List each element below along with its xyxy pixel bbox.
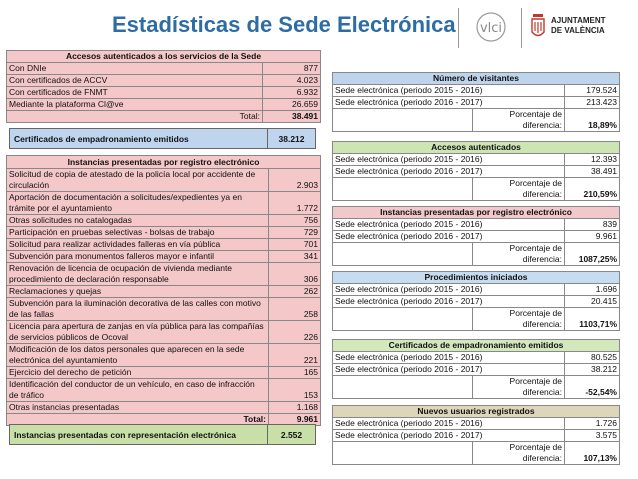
- row-label: Mediante la plataforma Cl@ve: [7, 99, 263, 111]
- row-label: Sede electrónica (periodo 2015 - 2016): [333, 154, 565, 166]
- row-label: Modificación de los datos personales que aparecen en la sede electrónica del ayuntamiento: [7, 344, 269, 367]
- row-value: 6.932: [263, 87, 321, 99]
- page-title: Estadísticas de Sede Electrónica: [112, 12, 456, 37]
- svg-text:vlci: vlci: [479, 21, 503, 36]
- row-label: Con certificados de FNMT: [7, 87, 263, 99]
- row-label: Reclamaciones y quejas: [7, 286, 269, 298]
- total-label: Total:: [7, 111, 263, 123]
- row-value: 729: [269, 227, 321, 239]
- pct-label: Porcentaje de diferencia:: [473, 243, 565, 266]
- pct-value: 1087,25%: [565, 243, 620, 266]
- table-header: Certificados de empadronamiento emitidos: [333, 340, 620, 352]
- pct-label: Porcentaje de diferencia:: [473, 376, 565, 399]
- table-header: Número de visitantes: [333, 73, 620, 85]
- table-header: Procedimientos iniciados: [333, 272, 620, 284]
- row-label: Ejercicio del derecho de petición: [7, 367, 269, 379]
- total-value: 38.491: [263, 111, 321, 123]
- row-label: Sede electrónica (periodo 2015 - 2016): [333, 352, 565, 364]
- row-value: 38.491: [565, 166, 620, 178]
- row-value: 262: [269, 286, 321, 298]
- row-value: 701: [269, 239, 321, 251]
- row-label: Subvención para la iluminación decorativa de las calles con motivo de las fallas: [7, 298, 269, 321]
- pct-value: 18,89%: [565, 109, 620, 132]
- row-label: Otras solicitudes no catalogadas: [7, 215, 269, 227]
- row-label: Subvención para monumentos falleros mayor e infantil: [7, 251, 269, 263]
- pct-value: 210,59%: [565, 178, 620, 201]
- row-label: Sede electrónica (periodo 2016 - 2017): [333, 166, 565, 178]
- instancias-table: [6, 155, 321, 426]
- row-value: 226: [269, 321, 321, 344]
- row-value: 26.659: [263, 99, 321, 111]
- row-value: 179.524: [565, 85, 620, 97]
- row-value: 3.575: [565, 430, 620, 442]
- row-value: 1.696: [565, 284, 620, 296]
- row-label: Solicitud para realizar actividades falleras en vía pública: [7, 239, 269, 251]
- empadronamiento-summary: [9, 128, 316, 149]
- instancias-header: Instancias presentadas por registro electrónico: [7, 156, 321, 169]
- row-label: Sede electrónica (periodo 2015 - 2016): [333, 85, 565, 97]
- instancias-compare-table: [332, 206, 620, 266]
- accesos-autenticados-compare-table: [332, 141, 620, 201]
- row-label: Sede electrónica (periodo 2016 - 2017): [333, 97, 565, 109]
- row-label: Sede electrónica (periodo 2016 - 2017): [333, 430, 565, 442]
- vlci-logo: [462, 12, 520, 42]
- row-value: 258: [269, 298, 321, 321]
- row-value: 1.726: [565, 418, 620, 430]
- total-value: 9.961: [269, 414, 321, 426]
- ayuntamiento-crest-icon: [530, 14, 546, 40]
- table-header: Accesos autenticados: [333, 142, 620, 154]
- row-value: 1.772: [269, 192, 321, 215]
- visitantes-table: [332, 72, 620, 132]
- row-label: Sede electrónica (periodo 2016 - 2017): [333, 231, 565, 243]
- row-value: 153: [269, 379, 321, 402]
- pct-label: Porcentaje de diferencia:: [473, 308, 565, 331]
- row-label: Con DNIe: [7, 63, 263, 75]
- total-label: Total:: [7, 414, 269, 426]
- row-label: Renovación de licencia de ocupación de vivienda mediante procedimiento de declaración responsable: [7, 263, 269, 286]
- accesos-header: Accesos autenticados a los servicios de la Sede: [7, 51, 321, 63]
- ayuntamiento-logo-text: AJUNTAMENT DE VALÈNCIA: [551, 16, 606, 35]
- representacion-label: Instancias presentadas con representación electrónica: [14, 429, 237, 440]
- usuarios-compare-table: [332, 405, 620, 465]
- accesos-autenticados-table: [6, 50, 321, 123]
- logo-divider: [521, 8, 522, 48]
- row-label: Sede electrónica (periodo 2015 - 2016): [333, 284, 565, 296]
- row-value: 80.525: [565, 352, 620, 364]
- row-value: 38.212: [565, 364, 620, 376]
- row-value: 2.903: [269, 169, 321, 192]
- row-value: 1.168: [269, 402, 321, 414]
- pct-value: -52,54%: [565, 376, 620, 399]
- row-value: 165: [269, 367, 321, 379]
- row-label: Aportación de documentación a solicitudes/expedientes ya en trámite por el ayuntamiento: [7, 192, 269, 215]
- row-label: Sede electrónica (periodo 2015 - 2016): [333, 418, 565, 430]
- row-value: 341: [269, 251, 321, 263]
- pct-label: Porcentaje de diferencia:: [473, 442, 565, 465]
- row-value: 877: [263, 63, 321, 75]
- pct-value: 1103,71%: [565, 308, 620, 331]
- row-value: 20.415: [565, 296, 620, 308]
- row-label: Otras instancias presentadas: [7, 402, 269, 414]
- row-label: Con certificados de ACCV: [7, 75, 263, 87]
- representacion-value: 2.552: [267, 425, 315, 444]
- row-label: Sede electrónica (periodo 2015 - 2016): [333, 219, 565, 231]
- row-label: Sede electrónica (periodo 2016 - 2017): [333, 296, 565, 308]
- row-value: 213.423: [565, 97, 620, 109]
- logo-divider: [458, 8, 459, 48]
- row-value: 306: [269, 263, 321, 286]
- row-value: 4.023: [263, 75, 321, 87]
- empadronamiento-label: Certificados de empadronamiento emitidos: [14, 133, 189, 144]
- row-value: 839: [565, 219, 620, 231]
- row-value: 12.393: [565, 154, 620, 166]
- row-value: 221: [269, 344, 321, 367]
- row-value: 9.961: [565, 231, 620, 243]
- table-header: Nuevos usuarios registrados: [333, 406, 620, 418]
- pct-label: Porcentaje de diferencia:: [473, 178, 565, 201]
- empadronamiento-value: 38.212: [267, 129, 315, 148]
- representacion-summary: [9, 424, 316, 445]
- row-label: Identificación del conductor de un vehículo, en caso de infracción de tráfico: [7, 379, 269, 402]
- row-label: Sede electrónica (periodo 2016 - 2017): [333, 364, 565, 376]
- row-value: 756: [269, 215, 321, 227]
- row-label: Participación en pruebas selectivas - bolsas de trabajo: [7, 227, 269, 239]
- pct-value: 107,13%: [565, 442, 620, 465]
- row-label: Licencia para apertura de zanjas en vía pública para las compañías de servicios públicos de Ocoval: [7, 321, 269, 344]
- row-label: Solicitud de copia de atestado de la policía local por accidente de circulación: [7, 169, 269, 192]
- procedimientos-compare-table: [332, 271, 620, 331]
- table-header: Instancias presentadas por registro electrónico: [333, 207, 620, 219]
- empadronamiento-compare-table: [332, 339, 620, 399]
- pct-label: Porcentaje de diferencia:: [473, 109, 565, 132]
